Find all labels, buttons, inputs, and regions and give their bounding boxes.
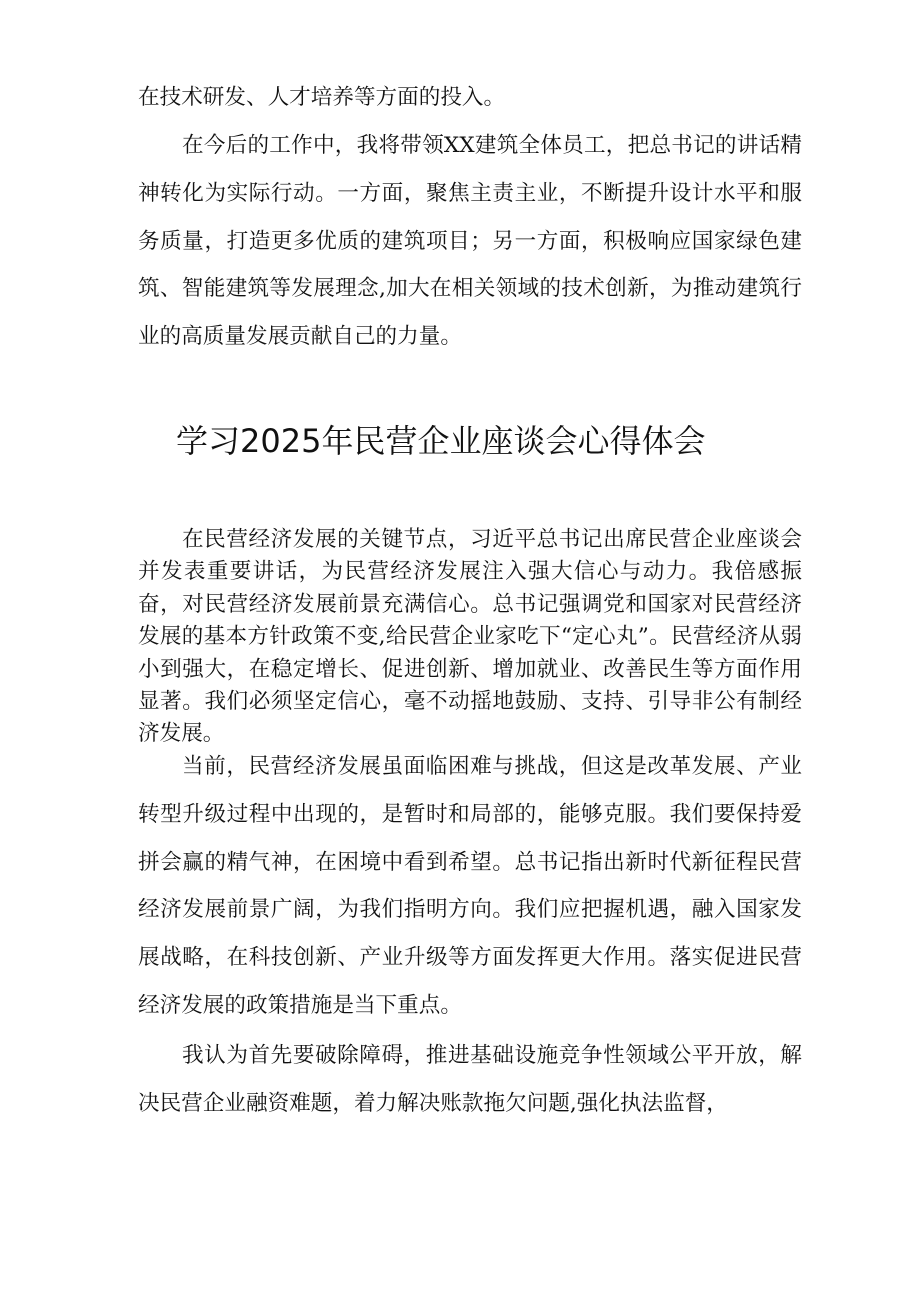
body-paragraph-challenges: 当前，民营经济发展虽面临困难与挑战，但这是改革发展、产业转型升级过程中出现的，是暂时和局部的，能够克服。我们要保持爱拼会赢的精气神，在困境中看到希望。总书记指出新时代新征程民营经济发展前景广阔，为我们指明方向。我们应把握机遇，融入国家发展战略，在科技创新、产业升级等方面发挥更大作用。落实促进民营经济发展的政策措施是当下重点。 bbox=[138, 754, 802, 1018]
article-title: 学习2025年民营企业座谈会心得体会 bbox=[176, 422, 706, 460]
body-paragraph-measures: 我认为首先要破除障碍，推进基础设施竞争性领域公平开放，解决民营企业融资难题，着力解决账款拖欠问题,强化执法监督， bbox=[138, 1043, 802, 1116]
body-paragraph-opening: 在民营经济发展的关键节点，习近平总书记出席民营企业座谈会并发表重要讲话，为民营经济发展注入强大信心与动力。我倍感振奋，对民营经济发展前景充满信心。总书记强调党和国家对民营经济发展的基本方针政策不变,给民营企业家吃下“定心丸”。民营经济从弱小到强大，在稳定增长、促进创新、增加就业、改善民生等方面作用显著。我们必须坚定信心，毫不动摇地鼓励、支持、引导非公有制经济发展。 bbox=[138, 527, 802, 747]
work-plan-paragraph: 在今后的工作中，我将带领XX建筑全体员工，把总书记的讲话精神转化为实际行动。一方面，聚焦主责主业，不断提升设计水平和服务质量，打造更多优质的建筑项目；另一方面，积极响应国家绿色建筑、智能建筑等发展理念,加大在相关领域的技术创新，为推动建筑行业的高质量发展贡献自己的力量。 bbox=[138, 133, 802, 350]
continuation-paragraph: 在技术研发、人才培养等方面的投入。 bbox=[138, 85, 506, 110]
